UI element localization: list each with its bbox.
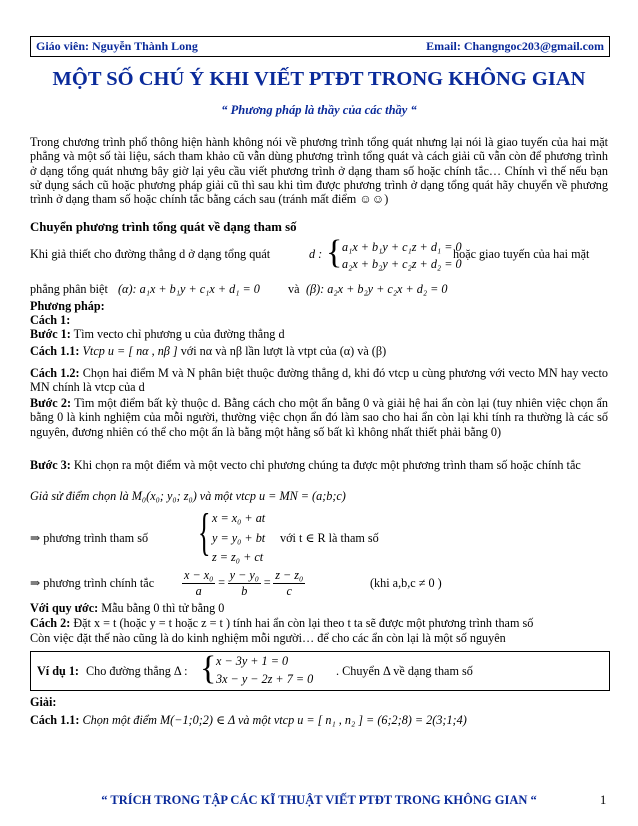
- example-tail: . Chuyển Δ về dạng tham số: [336, 664, 473, 678]
- teacher-email: Email: Changngoc203@gmail.com: [426, 39, 604, 53]
- param-tail: với t ∈ R là tham số: [280, 531, 379, 545]
- example-label: Ví dụ 1:: [37, 664, 79, 678]
- general-eq-1: a₁x + b₁y + c₁z + d₁ = 0: [342, 240, 462, 254]
- solution-method-1-1: Cách 1.1: Chọn một điểm M(−1;0;2) ∈ Δ và một vtcp u = [ n₁ , n₂ ] = (6;2;8) = 2(3;1;4): [30, 713, 467, 727]
- param-eq-y: y = y₀ + bt: [212, 531, 266, 545]
- given-lead: Khi giả thiết cho đường thẳng d ở dạng tổng quát: [30, 247, 271, 261]
- example-brace: {: [200, 650, 217, 687]
- step-2: Bước 2: Tìm một điểm bất kỳ thuộc d. Bằng cách cho một ẩn bằng 0 và giải hệ hai ẩn còn lại (tuy nhiên việc chọn ẩn bằng 0 là kinh nghiệm của mỗi người, thường việc chọn ẩn đó làm sao cho hai ẩn còn lại khi tính ra thường là các số nguyên, đương nhiên có thể cho một ẩn là bằng một hằng số bất kì không nhất thiết phải bằng 0): [30, 396, 608, 439]
- general-eq-2: a₂x + b₂y + c₂z + d₂ = 0: [342, 257, 462, 271]
- method-1-1: Cách 1.1: Vtcp u = [ nα , nβ ] với nα và nβ lần lượt là vtpt của (α) và (β): [30, 344, 387, 358]
- parametric-equation: [30, 504, 608, 567]
- note: Còn việc đặt thế nào cũng là do kinh nghiệm mỗi người… để cho các ẩn còn lại là một số nguyên: [30, 631, 506, 645]
- canon-lead: ⇒ phương trình chính tắc: [30, 576, 155, 590]
- given-tail: hoặc giao tuyến của hai mặt: [453, 247, 590, 261]
- teacher-name: Giáo viên: Nguyễn Thành Long: [36, 39, 198, 53]
- param-eq-z: z = z₀ + ct: [212, 550, 264, 564]
- assume-point: Giả sử điểm chọn là M₀(x₀; y₀; z₀) và một vtcp u = MN = (a;b;c): [30, 489, 346, 503]
- section-title: Chuyển phương trình tổng quát về dạng tham số: [30, 220, 297, 234]
- intro-paragraph: Trong chương trình phổ thông hiện hành không nói về phương trình tổng quát nhưng lại nói là giao tuyến của hai mặt phẳng và một số tài liệu, sách tham khảo cũ vẫn dùng phương trình tổng quát và cách giải cũ vẫn còn để phương trình ở dạng tổng quát nhưng bây giờ lại yêu cầu viết phương trình ở dạng tham số hoặc chính tắc… Chính vì thế nếu bạn sử dụng sách cũ hoặc phương pháp giải cũ thì sau khi tìm được phương trình ở dạng tổng quát hãy chuyển về phương trình ở dạng tham số hoặc chính tắc bằng cách sau (tránh mất điểm ☺☺): [30, 135, 608, 207]
- canon-fractions: $\frac{\text{x − x₀}}{a}$ = $\frac{\text{y − y₀}}{b}$ = $\frac{\text{z − z₀}}{c}$: [184, 568, 304, 598]
- method-cach1: Cách 1:: [30, 313, 71, 327]
- param-brace: {: [198, 504, 211, 561]
- param-eq-x: x = x₀ + at: [212, 511, 266, 525]
- system-brace: {: [326, 234, 343, 271]
- motto-quote: “ Phương pháp là thầy của các thầy “: [221, 103, 417, 117]
- canon-tail: (khi a,b,c ≠ 0 ): [370, 576, 442, 590]
- example-lead: Cho đường thẳng Δ :: [86, 664, 188, 678]
- method-1-2: Cách 1.2: Chọn hai điểm M và N phân biệt thuộc đường thẳng d, khi đó vtcp u cùng phương với vecto MN hay vecto MN chính là vtcp của d: [30, 366, 608, 395]
- method-heading: Phương pháp:: [30, 299, 105, 313]
- plane-alpha-eq: (α): a₁x + b₁y + c₁x + d₁ = 0: [118, 282, 260, 296]
- example-eq-2: 3x − y − 2z + 7 = 0: [216, 672, 314, 686]
- example-box: [30, 651, 610, 691]
- page-header: [30, 36, 610, 57]
- page-footer: “ TRÍCH TRONG TẬP CÁC KĨ THUẬT VIẾT PTĐT TRONG KHÔNG GIAN “: [101, 793, 537, 807]
- canonical-equation: [30, 568, 608, 598]
- param-lead: ⇒ phương trình tham số: [30, 531, 149, 545]
- step-1: Bước 1: Tìm vecto chỉ phương u của đường thẳng d: [30, 327, 285, 341]
- convention: Với quy ước: Mẫu bằng 0 thì tử bằng 0: [30, 601, 225, 615]
- solution-label: Giải:: [30, 695, 57, 709]
- d-label: d :: [309, 247, 323, 261]
- page-number: 1: [600, 793, 607, 807]
- given-general-form: [30, 235, 608, 275]
- example-eq-1: x − 3y + 1 = 0: [216, 654, 289, 668]
- plane-beta-eq: (β): a₂x + b₂y + c₂x + d₂ = 0: [306, 282, 448, 296]
- step-3: Bước 3: Khi chọn ra một điểm và một vecto chỉ phương chúng ta được một phương trình tham số hoặc chính tắc: [30, 458, 581, 472]
- method-2: Cách 2: Đặt x = t (hoặc y = t hoặc z = t ) tính hai ẩn còn lại theo t ta sẽ được một phương trình tham số: [30, 616, 534, 630]
- document-title: MỘT SỐ CHÚ Ý KHI VIẾT PTĐT TRONG KHÔNG GIAN: [52, 68, 586, 90]
